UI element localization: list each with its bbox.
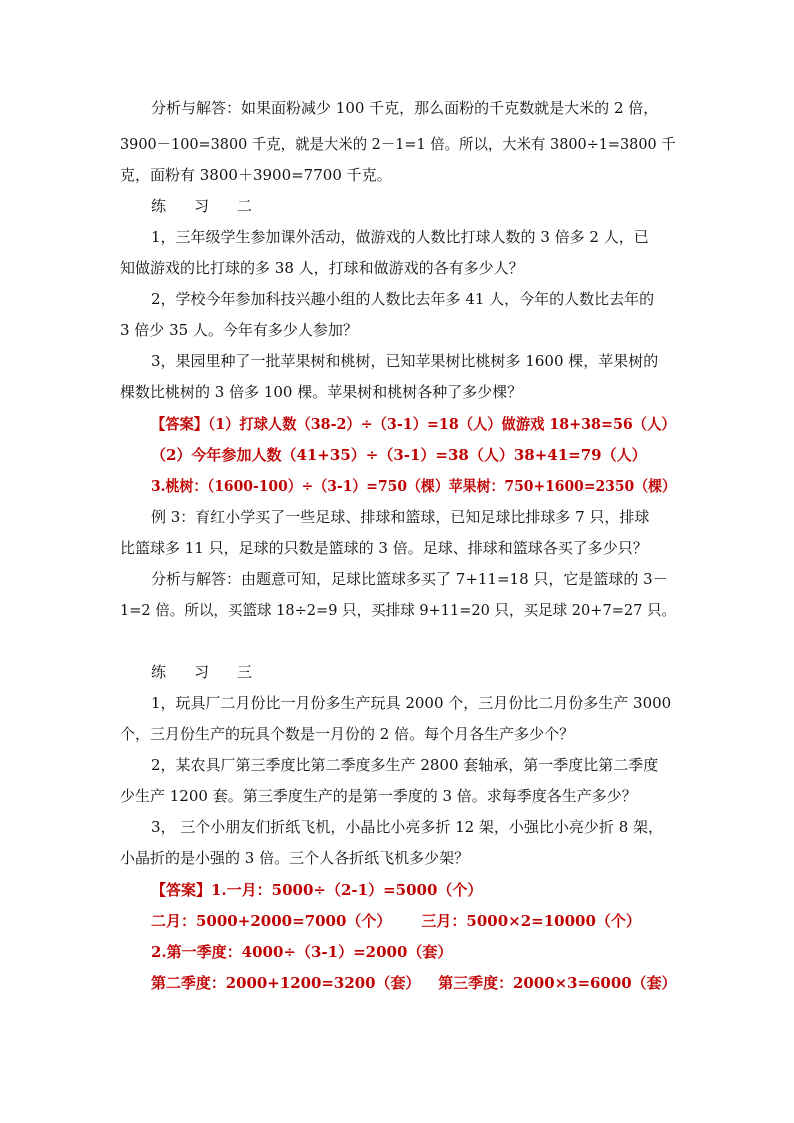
practice2-heading-char-1: 练 [151, 197, 167, 215]
practice2-question-1-line-1: 1，三年级学生参加课外活动，做游戏的人数比打球人数的 3 倍多 2 人，已 [151, 228, 649, 246]
example2-analysis-line-3: 克，面粉有 3800＋3900=7700 千克。 [120, 166, 392, 184]
example2-analysis-line-2: 3900－100=3800 千克，就是大米的 2－1=1 倍。所以，大米有 3800÷1=3800 千 [120, 135, 676, 153]
practice3-heading-char-3: 三 [237, 663, 253, 681]
practice2-heading-char-2: 习 [194, 197, 210, 215]
practice3-answer-february: 二月：5000+2000=7000（个） [151, 912, 392, 930]
example3-analysis-line-1: 分析与解答：由题意可知，足球比篮球多买了 7+11=18 只，它是篮球的 3－ [151, 570, 668, 588]
practice2-question-1-line-2: 知做游戏的比打球的多 38 人，打球和做游戏的各有多少人？ [120, 259, 524, 277]
practice2-heading-char-3: 二 [237, 197, 253, 215]
practice3-question-1-line-2: 个，三月份生产的玩具个数是一月份的 2 倍。每个月各生产多少个？ [120, 725, 575, 743]
practice2-answer-line-2: （2）今年参加人数（41+35）÷（3-1）=38（人）38+41=79（人） [151, 446, 647, 464]
practice3-heading [151, 662, 252, 682]
practice3-question-2-line-2: 少生产 1200 套。第三季度生产的是第一季度的 3 倍。求每季度各生产多少？ [120, 787, 637, 805]
practice3-answer-line-4 [151, 973, 676, 993]
practice3-answer-quarter2: 第二季度：2000+1200=3200（套） [151, 974, 421, 992]
practice2-question-2-line-1: 2，学校今年参加科技兴趣小组的人数比去年多 41 人，今年的人数比去年的 [151, 290, 655, 308]
practice2-question-3-line-2: 棵数比桃树的 3 倍多 100 棵。苹果树和桃树各种了多少棵？ [120, 383, 523, 401]
example2-analysis-line-1: 分析与解答：如果面粉减少 100 千克，那么面粉的千克数就是大米的 2 倍， [151, 99, 659, 117]
practice2-question-3-line-1: 3，果园里种了一批苹果树和桃树，已知苹果树比桃树多 1600 棵，苹果树的 [151, 352, 659, 370]
practice3-question-1-line-1: 1，玩具厂二月份比一月份多生产玩具 2000 个，三月份比二月份多生产 3000 [151, 694, 672, 712]
practice3-question-2-line-1: 2，某农具厂第三季度比第二季度多生产 2800 套轴承，第一季度比第二季度 [151, 756, 659, 774]
practice2-answer-line-3: 3.桃树：（1600-100）÷（3-1）=750（棵）苹果树：750+1600=2350（棵） [151, 477, 676, 495]
practice2-question-2-line-2: 3 倍少 35 人。今年有多少人参加？ [120, 321, 358, 339]
example3-analysis-line-2: 1=2 倍。所以，买篮球 18÷2=9 只，买排球 9+11=20 只，买足球 20+7=27 只。 [120, 601, 677, 619]
practice3-question-3-line-2: 小晶折的是小强的 3 倍。三个人各折纸飞机多少架？ [120, 849, 470, 867]
practice3-answer-march: 三月：5000×2=10000（个） [421, 912, 641, 930]
practice3-answer-line-3: 2.第一季度：4000÷（3-1）=2000（套） [151, 943, 453, 961]
example3-line-2: 比篮球多 11 只，足球的只数是篮球的 3 倍。足球、排球和篮球各买了多少只？ [120, 539, 648, 557]
practice3-answer-quarter3: 第三季度：2000×3=6000（套） [438, 974, 677, 992]
practice3-question-3-line-1: 3， 三个小朋友们折纸飞机，小晶比小亮多折 12 架，小强比小亮少折 8 架， [151, 818, 664, 836]
practice2-heading [151, 196, 252, 216]
practice2-answer-line-1: 【答案】（1）打球人数（38-2）÷（3-1）=18（人）做游戏 18+38=56（人） [151, 415, 676, 433]
practice3-answer-line-2 [151, 911, 641, 931]
practice3-answer-line-1: 【答案】1.一月：5000÷（2-1）=5000（个） [151, 881, 483, 899]
practice3-heading-char-2: 习 [194, 663, 210, 681]
practice3-heading-char-1: 练 [151, 663, 167, 681]
example3-line-1: 例 3：育红小学买了一些足球、排球和篮球，已知足球比排球多 7 只，排球 [151, 508, 650, 526]
